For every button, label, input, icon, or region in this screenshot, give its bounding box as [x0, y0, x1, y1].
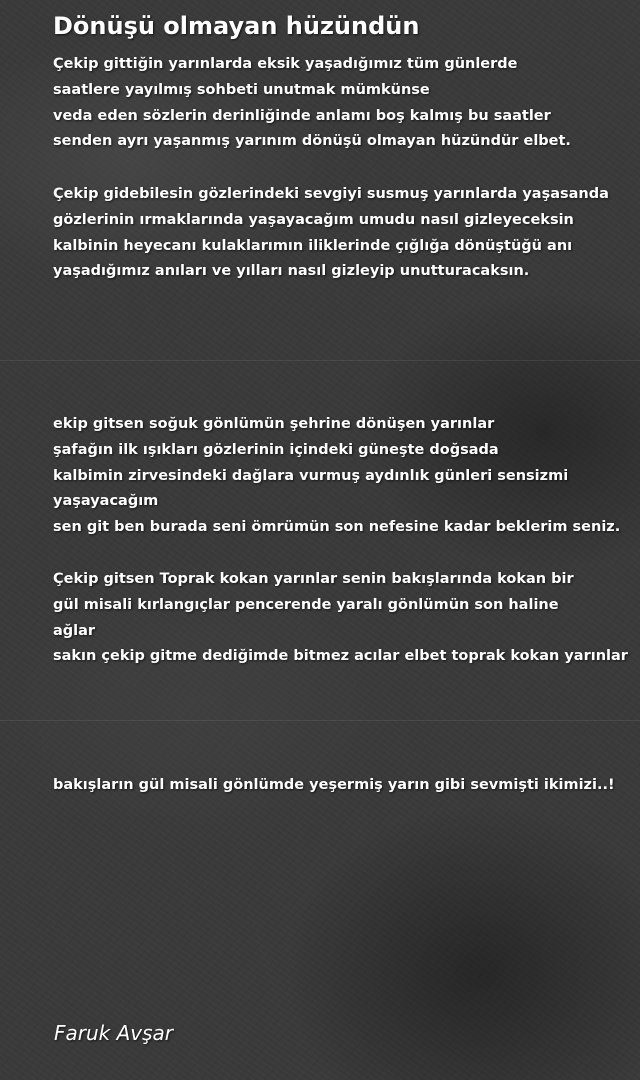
- poem-line: bakışların gül misali gönlümde yeşermiş yarın gibi sevmişti ikimizi..!: [53, 777, 615, 793]
- poem-line: Çekip gittiğin yarınlarda eksik yaşadığımız tüm günlerde: [53, 56, 518, 72]
- poem-line: yaşadığımız anıları ve yılları nasıl gizleyip unutturacaksın.: [53, 263, 530, 280]
- poem-author: Faruk Avşar: [54, 1021, 174, 1045]
- poem-line: ekip gitsen soğuk gönlümün şehrine dönüşen yarınlar: [53, 416, 495, 432]
- stanza-1: [53, 52, 633, 155]
- poem-line: veda eden sözlerin derinliğinde anlamı boş kalmış bu saatler: [53, 107, 551, 124]
- poem-line: Çekip gitsen Toprak kokan yarınlar senin bakışlarında kokan bir: [53, 571, 574, 587]
- stanza-2: [53, 182, 633, 285]
- poem-line: senden ayrı yaşanmış yarınım dönüşü olmayan hüzündür elbet.: [53, 133, 571, 150]
- poem-title: Dönüşü olmayan hüzündün: [53, 12, 420, 40]
- section-divider: [0, 720, 640, 721]
- stanza-4: [53, 567, 633, 670]
- section-divider: [0, 360, 640, 361]
- poem-line: sakın çekip gitme dediğimde bitmez acılar elbet toprak kokan yarınlar: [53, 648, 628, 665]
- poem-line: ağlar: [53, 622, 96, 639]
- poem-line: şafağın ilk ışıkları gözlerinin içindeki güneşte doğsada: [53, 441, 499, 458]
- poem-line: yaşayacağım: [53, 493, 159, 510]
- poem-line: kalbinin heyecanı kulaklarımın iliklerinde çığlığa dönüştüğü anı: [53, 237, 573, 254]
- poem-line: sen git ben burada seni ömrümün son nefesine kadar beklerim seniz.: [53, 519, 621, 536]
- poem-line: Çekip gidebilesin gözlerindeki sevgiyi susmuş yarınlarda yaşasanda: [53, 186, 609, 202]
- stanza-3: [53, 412, 633, 541]
- poem-line: kalbimin zirvesindeki dağlara vurmuş aydınlık günleri sensizmi: [53, 467, 569, 484]
- poem-line: gözlerinin ırmaklarında yaşayacağım umudu nasıl gizleyeceksin: [53, 211, 574, 228]
- stanza-5: [53, 773, 633, 799]
- poem-line: saatlere yayılmış sohbeti unutmak mümkünse: [53, 81, 430, 98]
- poem-line: gül misali kırlangıçlar pencerende yaralı gönlümün son haline: [53, 596, 559, 613]
